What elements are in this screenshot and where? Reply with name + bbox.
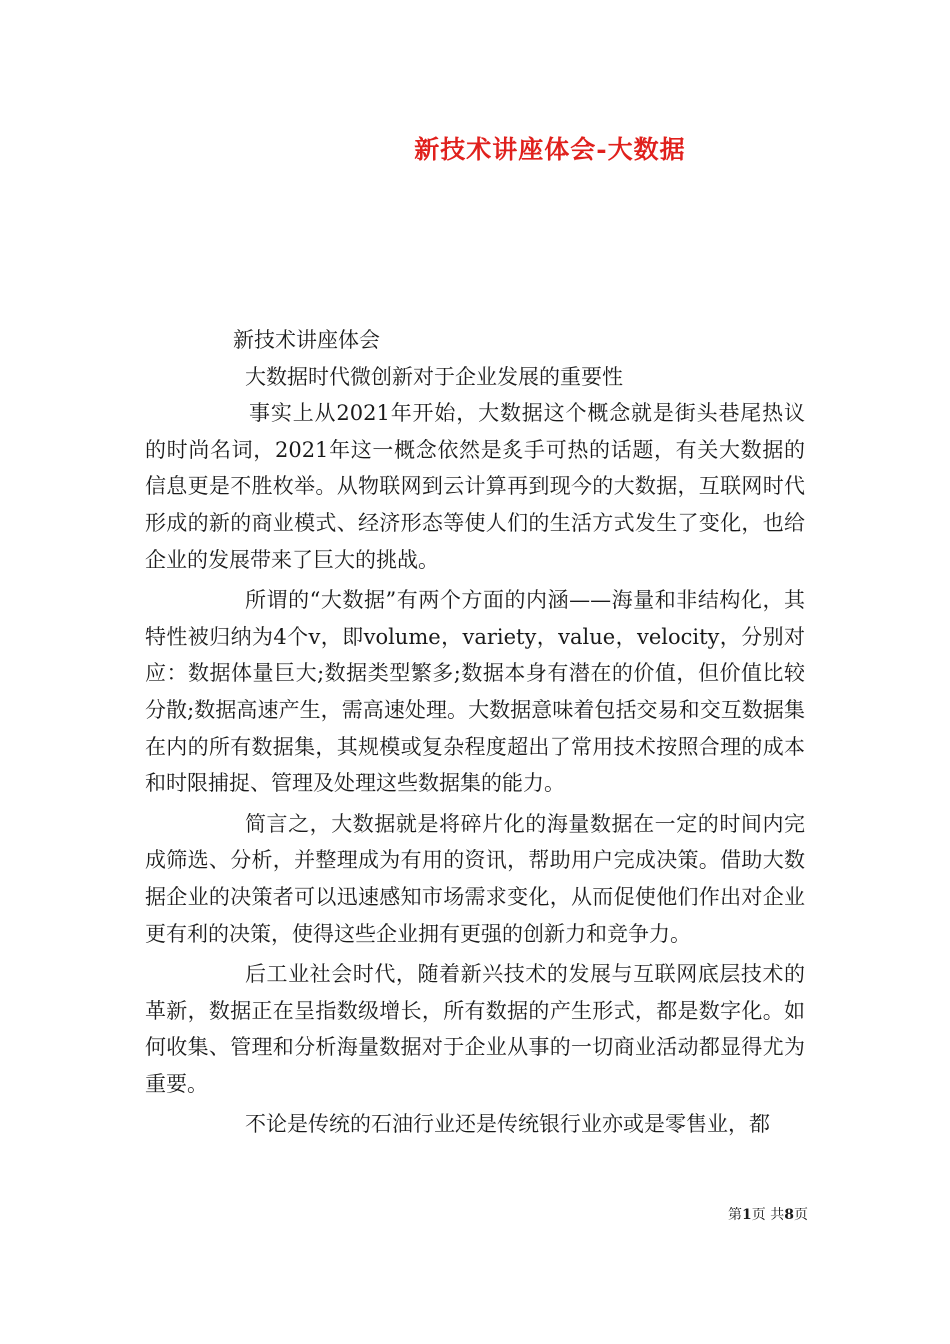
footer-page-number: 1 [742,1207,752,1223]
page-footer [0,1204,808,1224]
subheading-line: 大数据时代微创新对于企业发展的重要性 [245,364,623,389]
document-body [145,322,805,1147]
footer-total-pages: 8 [784,1207,794,1223]
footer-prefix: 第 [728,1207,743,1223]
footer-suffix: 页 [794,1207,808,1223]
body-paragraph: 后工业社会时代，随着新兴技术的发展与互联网底层技术的革新，数据正在呈指数级增长，所有数据的产生形式，都是数字化。如何收集、管理和分析海量数据对于企业从事的一切商业活动都显得尤为重要。 [145,962,805,1096]
body-paragraph: 事实上从2021年开始，大数据这个概念就是街头巷尾热议的时尚名词，2021年这一概念依然是炙手可热的话题，有关大数据的信息更是不胜枚举。从物联网到云计算再到现今的大数据，互联网时代形成的新的商业模式、经济形态等使人们的生活方式发生了变化，也给企业的发展带来了巨大的挑战。 [145,401,805,572]
body-paragraph: 简言之，大数据就是将碎片化的海量数据在一定的时间内完成筛选、分析，并整理成为有用的资讯，帮助用户完成决策。借助大数据企业的决策者可以迅速感知市场需求变化，从而促使他们作出对企业更有利的决策，使得这些企业拥有更强的创新力和竞争力。 [145,811,805,946]
heading-line: 新技术讲座体会 [233,328,380,352]
document-title: 新技术讲座体会-大数据 [414,135,686,164]
body-paragraph: 不论是传统的石油行业还是传统银行业亦或是零售业，都 [245,1112,770,1137]
body-paragraph: 所谓的“大数据”有两个方面的内涵——海量和非结构化，其特性被归纳为4个v，即volume，variety，value，velocity，分别对应：数据体量巨大;数据类型繁多;数据本身有潜在的价值，但价值比较分散;数据高速产生，需高速处理。大数据意味着包括交易和交互数据集在内的所有数据集，其规模或复杂程度超出了常用技术按照合理的成本和时限捕捉、管理及处理这些数据集的能力。 [145,588,805,796]
footer-middle: 页 共 [751,1207,785,1223]
